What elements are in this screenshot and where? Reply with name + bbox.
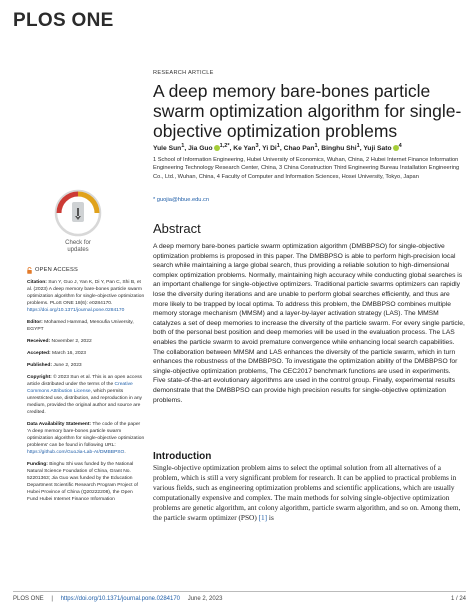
data-availability-text: The code of the paper 'A deep memory bare-bones particle swarm optimization algorithm for single-objective optimization problems' can be found in following URL: (27, 422, 145, 448)
github-link[interactable]: https://github.com/GuoJia-Lab-AI/DMBBPSO (27, 450, 125, 455)
published-date: June 2, 2023 (52, 363, 82, 368)
editor-block (27, 319, 145, 333)
funding-block (27, 461, 145, 503)
published-block (27, 362, 145, 369)
introduction-heading: Introduction (153, 451, 212, 462)
author-sup: 1 (276, 143, 280, 149)
check-line2: updates (67, 247, 89, 253)
copyright-block (27, 374, 145, 416)
footer-divider (13, 591, 466, 592)
article-sidebar (27, 267, 145, 508)
author-name[interactable]: Yi Di (262, 145, 277, 153)
author-sup: 1 (314, 143, 318, 149)
copyright-text: © 2023 Sun et al. This is an open access article distributed under the terms of the (27, 375, 142, 387)
citation-text: Sun Y, Guo J, Yan K, Di Y, Pan C, Shi B, et al. (2023) A deep memory bare-bones particle swarm optimization algorithm for single-objective optimization problems. PLoS ONE 18(6): e0284170. (27, 280, 145, 306)
author-list: Yule Sun$^1$, Jia Guo $^{1,2*}$, Ke Yan$^3$, Yi Di$^1$, Chao Pan$^1$, Binghu Shi$^1$, Yuji Sato $^4$ (153, 143, 402, 153)
footer-date: June 2, 2023 (187, 596, 223, 602)
author-name[interactable]: Binghu Shi (321, 145, 357, 153)
check-for-updates-label[interactable] (53, 240, 103, 254)
open-lock-icon (27, 267, 32, 274)
license-link[interactable]: Creative Commons Attribution License (27, 382, 133, 394)
corresponding-star: * (227, 143, 230, 149)
footer-journal: PLOS ONE (13, 596, 44, 602)
logo-plos-text: PLOS (13, 10, 66, 31)
open-access-label: OPEN ACCESS (35, 267, 78, 273)
author-sup: 3 (255, 143, 259, 149)
author-sup: 1,2 (219, 143, 228, 149)
logo-one-text: ONE (71, 10, 114, 31)
published-label: Published: (27, 363, 52, 368)
received-date: November 2, 2022 (50, 339, 92, 344)
data-availability-end: . (124, 450, 126, 455)
author-name[interactable]: Jia Guo (188, 145, 213, 153)
footer-doi-link[interactable]: https://doi.org/10.1371/journal.pone.0284170 (60, 596, 181, 602)
citation-label: Citation: (27, 280, 47, 285)
affiliations: 1 School of Information Engineering, Hubei University of Economics, Wuhan, China, 2 Hubei Internet Finance Information Engineering Technology Research Center, China, 3 China Construction Third Engineering Bureau Installation Engineering Co., Ltd., Wuhan, China, 4 Faculty of Computer and Information Sciences, Hosei University, Tokyo, Japan (153, 157, 460, 180)
article-type: RESEARCH ARTICLE (153, 70, 214, 76)
citation-link[interactable]: [1] (258, 512, 268, 522)
editor-label: Editor: (27, 320, 43, 325)
funding-text: Binghu Shi was funded by the National Natural Science Foundation of China, Grant No. 52201363; Jia Guo was funded by the Education Department Scientific Research Program Project of Hubei Province of China (Q20222208), the Open Fund Hubei Internet Finance Information (27, 462, 138, 502)
article-title: A deep memory bare-bones particle swarm optimization algorithm for single-objective optimization problems (153, 81, 462, 141)
author-name[interactable]: Yuji Sato (363, 145, 392, 153)
check-line1: Check for (65, 240, 91, 246)
received-label: Received: (27, 339, 51, 344)
abstract-heading: Abstract (153, 221, 201, 236)
author-name[interactable]: Chao Pan (283, 145, 315, 153)
accepted-date: March 16, 2023 (50, 351, 86, 356)
check-for-updates-icon[interactable] (53, 188, 103, 238)
data-availability-block (27, 421, 145, 456)
funding-label: Funding: (27, 462, 48, 467)
citation-block (27, 279, 145, 314)
accepted-label: Accepted: (27, 351, 51, 356)
author-sup: 1 (356, 143, 360, 149)
received-block (27, 338, 145, 345)
author-name[interactable]: Yule Sun (153, 145, 182, 153)
plos-one-logo[interactable] (13, 10, 114, 32)
corresponding-email[interactable]: * guojia@hbue.edu.cn (153, 197, 210, 203)
author-sup: 1 (181, 143, 185, 149)
editor-text: Mohamed Hammad, Menoufia University, EGYPT (27, 320, 134, 332)
introduction-text (153, 463, 465, 522)
abstract-text: A deep memory bare-bones particle swarm optimization algorithm (DMBBPSO) for single-objective optimization problems is proposed in this paper. The DMBBPSO is able to perform high-precision local search while maintaining a large global search, thus providing a reliable solution to high-dimensional complex optimization problems. Normally, maintaining high accuracy while conducting global searches is an important challenge for single-objective optimizers. Traditional particle swarms optimizers can rapidly lose the diversity during iterations and are unable to perform global searches efficiently, and thus are more likely to be trapped by local optima. To address this problem, the DMBBPSO combines multiple memory storage mechanism (MMSM) and a layer-by-layer activation strategy (LAS). The MMSM catalyzes a set of deep memories to increase the diversity of the particle swarm. For every single particle, both of the personal best position and deep memories will be used in the evaluation process. The LAS enables the particle swarm to avoid premature convergence while enhancing local search capabilities. The collaboration between MMSM and LAS enhances the diversity of the particle swarm, which in turn enhances the robustness of the DMBBPSO. To investigate the optimization ability of the DMBBPSO for single-objective optimization problems, The CEC2017 benchmark functions are used in experiments. Five state-of-the-art evolutionary algorithms are used in the control group. Finally, experimental results demonstrate that the DMBBPSO can provide high precision results for single-objective optimization problems. (153, 243, 465, 404)
citation-doi-link[interactable]: https://doi.org/10.1371/journal.pone.0284170 (27, 308, 125, 313)
page-number: 1 / 24 (450, 596, 466, 602)
copyright-text-end: , which permits unrestricted use, distribution, and reproduction in any medium, provided the original author and source are credited. (27, 389, 142, 415)
copyright-label: Copyright: (27, 375, 52, 380)
accepted-block (27, 350, 145, 357)
author-name[interactable]: Ke Yan (233, 145, 256, 153)
page-footer: PLOS ONE | https://doi.org/10.1371/journal.pone.0284170 June 2, 2023 1 / 24 (13, 596, 466, 602)
intro-body: Single-objective optimization problem aims to select the optimal solution from all alternatives of a problem, which is still a very significant problem for research. It can be applied to practical problems in various fields, such as engineering optimization problems and scientific applications, which are usually computationally expensive and complex. The main methods for solving single-objective optimization problems are genetic algorithm, ant colony algorithm, particle swarm algorithm, and so on. Among them, the particle swarm optimizer (PSO) (153, 463, 461, 522)
open-access-badge (27, 267, 145, 274)
author-sup: 4 (398, 143, 402, 149)
intro-tail: is (267, 512, 274, 522)
data-availability-label: Data Availability Statement: (27, 422, 92, 427)
